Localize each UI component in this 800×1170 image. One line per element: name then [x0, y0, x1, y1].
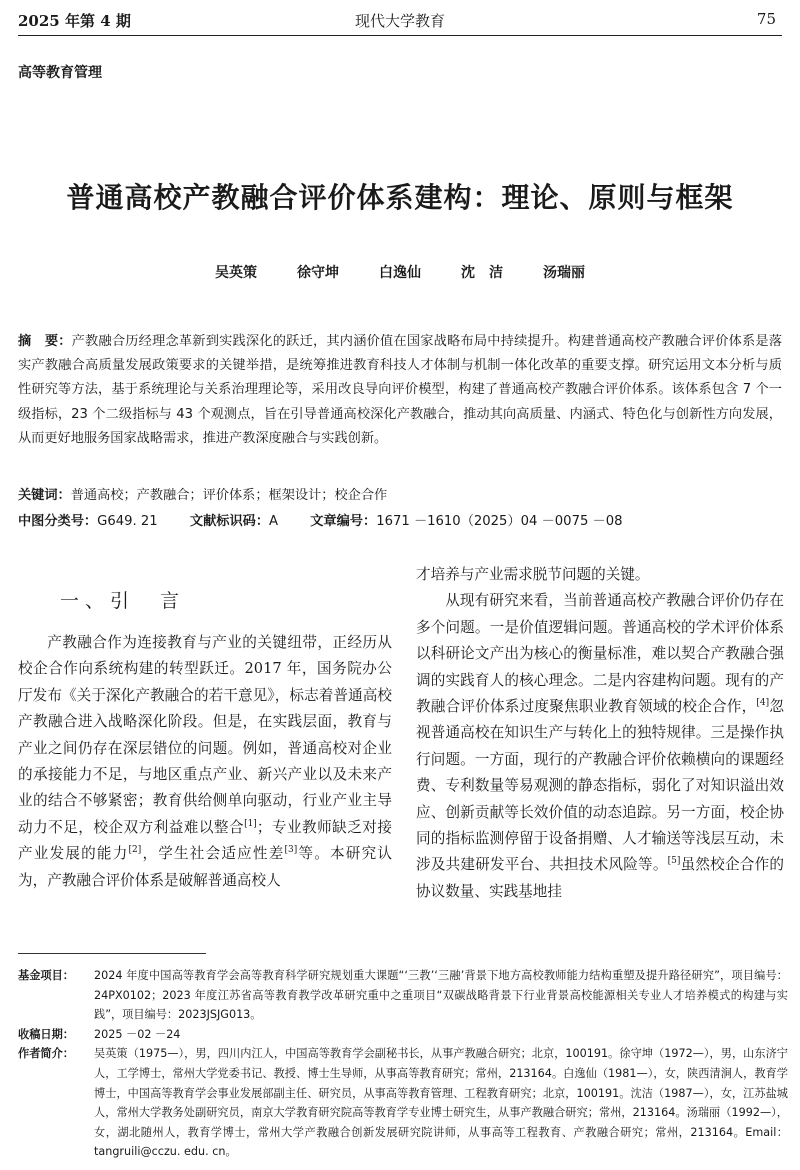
footnote-divider [18, 953, 206, 954]
body-paragraph-continued [416, 562, 784, 588]
article-number-value: 1671 －1610（2025）04 －0075 －08 [376, 514, 623, 529]
body-text: 忽视普通高校在知识生产与转化上的独特规律。三是操作执行问题。一方面，现行的产教融合评价依赖横向的课题经费、专利数量等易观测的静态指标，弱化了对知识溢出效应、创新贡献等长效价值的动态追踪。另一方面，校企协同的指标监测停留于设备捐赠、人才输送等浅层互动，未涉及共建研发平台、共担技术风险等。 [416, 698, 784, 874]
footnotes [18, 966, 788, 1162]
footnote-label: 作者简介： [18, 1047, 74, 1061]
header-divider [18, 35, 782, 36]
section-label: 高等教育管理 [18, 65, 102, 81]
footnote-text: 2025 －02 －24 [94, 1027, 181, 1041]
author-name: 吴英策 [215, 265, 257, 281]
footnote-received-date [18, 1025, 788, 1045]
body-text: 等。本研究认为，产教融合评价体系是破解普通高校人 [18, 845, 392, 889]
abstract-text: 产教融合历经理念革新到实践深化的跃迁，其内涵价值在国家战略布局中持续提升。构建普通高校产教融合评价体系是落实产教融合高质量发展政策要求的关键举措，是统筹推进教育科技人才体制与机制一体化改革的重要支撑。研究运用文本分析与质性研究等方法，基于系统理论与关系治理理论等，采用改良导向评价模型，构建了普通高校产教融合评价体系。该体系包含 7 个一级指标，23 个二级指标与 43 个观测点，旨在引导普通高校深化产教融合，推动其向高质量、内涵式、特色化与创新性方向发展，从而更好地服务国家战略需求，推进产教深度融合与实践创新。 [18, 334, 783, 446]
body-text: ；专业教师缺乏对接产业发展的能力 [18, 818, 392, 863]
body-text: 虽然校企合作的协议数量、实践基地挂 [416, 856, 784, 900]
citation-ref: [5] [667, 856, 681, 867]
footnote-author-bio [18, 1044, 788, 1162]
body-column-left [18, 630, 392, 894]
citation-ref: [3] [284, 845, 298, 856]
body-text: ，学生社会适应性差 [141, 845, 285, 863]
body-text: 从现有研究来看，当前普通高校产教融合评价仍存在多个问题。一是价值逻辑问题。普通高校的学术评价体系以科研论文产出为核心的衡量标准，难以契合产教融合强调的实践育人的核心理念。二是内容建构问题。现有的产教融合评价体系过度聚焦职业教育领域的校企合作， [416, 592, 784, 716]
section-heading: 一、引 言 [60, 590, 186, 612]
doc-code-value: A [269, 514, 279, 529]
article-number-label: 文章编号： [310, 514, 377, 529]
doc-code-label: 文献标识码： [189, 514, 270, 529]
body-text: 才培养与产业需求脱节问题的关键。 [416, 566, 650, 583]
footnote-funding [18, 966, 788, 1025]
citation-ref: [4] [756, 698, 770, 709]
body-column-right [416, 562, 784, 905]
keywords [18, 484, 782, 503]
footnote-text: 2024 年度中国高等教育学会高等教育科学研究规划重大课题“‘三教’‘三融’背景下地方高校教师能力结构重塑及提升路径研究”，项目编号：24PX0102；2023 年度江苏省高等教育教学改革研究重中之重项目“双碳战略背景下行业背景高校能源相关专业人才培养模式的构建与实践”，项目编号：2023JSJG013。 [94, 969, 788, 1022]
body-paragraph [416, 588, 784, 905]
clc-label: 中图分类号： [18, 514, 98, 529]
journal-name: 现代大学教育 [354, 12, 445, 30]
keywords-text: 普通高校；产教融合；评价体系；框架设计；校企合作 [70, 488, 388, 503]
body-paragraph [18, 630, 392, 894]
citation-ref: [2] [128, 845, 142, 856]
clc-value: G649. 21 [97, 514, 158, 529]
author-list [0, 262, 800, 282]
footnote-label: 基金项目： [18, 969, 74, 982]
author-name: 沈 洁 [461, 265, 503, 281]
keywords-label: 关键词： [18, 488, 71, 503]
footnote-text: 吴英策（1975—），男，四川内江人，中国高等教育学会副秘书长，从事产教融合研究；北京，100191。徐守坤（1972—），男，山东济宁人，工学博士，常州大学党委书记、教授、博士生导师，从事高等教育研究；常州，213164。白逸仙（1981—），女，陕西清涧人，教育学博士，中国高等教育学会事业发展部副主任、研究员，从事高等教育管理、工程教育研究；北京，100191。沈洁（1987—），女，江苏盐城人，常州大学教务处副研究员，南京大学教育研究院高等教育学专业博士研究生，从事产教融合研究；常州，213164。汤瑞丽（1992—），女，湖北随州人，教育学博士，常州大学产教融合创新发展研究院讲师，从事高等工程教育、产教融合研究；常州，213164。Email：tangruili@cczu. edu. cn。 [94, 1047, 788, 1159]
author-name: 徐守坤 [297, 265, 339, 281]
abstract [18, 330, 782, 451]
footnote-label: 收稿日期： [18, 1027, 74, 1041]
abstract-label: 摘 要： [18, 334, 72, 349]
article-title: 普通高校产教融合评价体系建构：理论、原则与框架 [66, 181, 734, 214]
citation-ref: [1] [244, 818, 257, 829]
page-number: 75 [756, 10, 776, 28]
journal-issue: 2025 年第 4 期 [18, 12, 131, 30]
body-text: 产教融合作为连接教育与产业的关键纽带，正经历从校企合作向系统构建的转型跃迁。2017 年，国务院办公厅发布《关于深化产教融合的若干意见》，标志着普通高校产教融合进入战略深化阶段。但是，在实践层面，教育与产业之间仍存在深层错位的问题。例如，普通高校对企业的承接能力不足，与地区重点产业、新兴产业以及未来产业的结合不够紧密；教育供给侧单向驱动，行业产业主导动力不足，校企双方利益难以整合 [18, 634, 392, 836]
author-name: 白逸仙 [379, 265, 421, 281]
author-name: 汤瑞丽 [543, 265, 585, 281]
classification-line [18, 510, 782, 529]
